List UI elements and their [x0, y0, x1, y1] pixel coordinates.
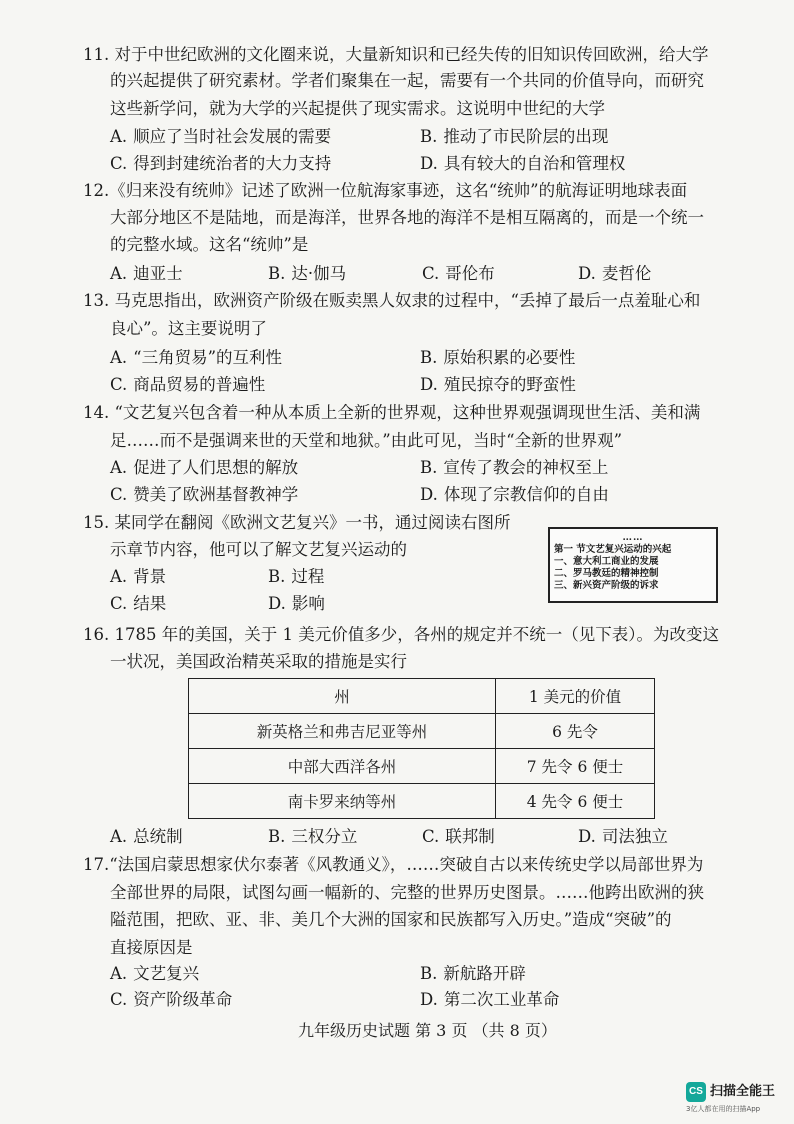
figure-ellipsis: ……: [622, 532, 644, 543]
q16-stem-line: 16. 1785 年的美国，关于 1 美元价值多少，各州的规定并不统一（见下表）。为改变这: [83, 625, 719, 644]
q17-option-c: C. 资产阶级革命: [110, 990, 233, 1009]
table-cell: 7 先令 6 便士: [496, 749, 655, 784]
q12-option-b: B. 达·伽马: [268, 264, 347, 283]
figure-item: 第一 节文艺复兴运动的兴起: [554, 544, 672, 555]
q15-option-b: B. 过程: [268, 567, 325, 586]
table-row: [189, 749, 655, 784]
q12-stem-line: 12.《归来没有统帅》记述了欧洲一位航海家事迹，这名“统帅”的航海证明地球表面: [83, 181, 688, 200]
table-row: [189, 784, 655, 819]
table-header-cell: 1 美元的价值: [496, 679, 655, 714]
figure-item: 一、意大利工商业的发展: [554, 556, 659, 567]
q17-option-d: D. 第二次工业革命: [420, 990, 560, 1009]
q12-stem-line: 的完整水域。这名“统帅”是: [110, 235, 309, 254]
table-row: [189, 714, 655, 749]
table-cell: 中部大西洋各州: [189, 749, 496, 784]
q14-stem-line: 足……而不是强调来世的天堂和地狱。”由此可见，当时“全新的世界观”: [110, 431, 623, 450]
q14-option-c: C. 赞美了欧洲基督教神学: [110, 485, 299, 504]
table-cell: 新英格兰和弗吉尼亚等州: [189, 714, 496, 749]
q12-option-a: A. 迪亚士: [110, 264, 183, 283]
watermark-tagline: 3亿人都在用的扫描App: [686, 1105, 761, 1113]
camscanner-logo-icon: CS: [686, 1082, 706, 1102]
figure-item: 二、罗马教廷的精神控制: [554, 568, 659, 579]
q16-option-c: C. 联邦制: [422, 827, 495, 846]
q16-stem-line: 一状况，美国政治精英采取的措施是实行: [110, 652, 407, 671]
q16-option-a: A. 总统制: [110, 827, 183, 846]
q12-option-c: C. 哥伦布: [422, 264, 495, 283]
q11-option-d: D. 具有较大的自治和管理权: [420, 154, 626, 173]
q11-stem-line: 这些新学问，就为大学的兴起提供了现实需求。这说明中世纪的大学: [110, 99, 605, 118]
q17-option-a: A. 文艺复兴: [110, 964, 200, 983]
q15-option-c: C. 结果: [110, 594, 167, 613]
page-footer: 九年级历史试题 第 3 页 （共 8 页）: [298, 1021, 557, 1040]
table-cell: 6 先令: [496, 714, 655, 749]
q12-stem-line: 大部分地区不是陆地，而是海洋，世界各地的海洋不是相互隔离的，而是一个统一: [110, 208, 704, 227]
q13-stem-line: 良心”。这主要说明了: [110, 319, 267, 338]
q13-option-a: A. “三角贸易”的互利性: [110, 348, 283, 367]
q14-option-b: B. 宣传了教会的神权至上: [420, 458, 609, 477]
q13-stem-line: 13. 马克思指出，欧洲资产阶级在贩卖黑人奴隶的过程中，“丢掉了最后一点羞耻心和: [83, 291, 701, 310]
chapter-outline-figure: [548, 527, 718, 603]
q14-option-d: D. 体现了宗教信仰的自由: [420, 485, 609, 504]
q13-option-d: D. 殖民掠夺的野蛮性: [420, 375, 576, 394]
q14-stem-line: 14. “文艺复兴包含着一种从本质上全新的世界观，这种世界观强调现世生活、美和满: [83, 403, 701, 422]
q17-stem-line: 全部世界的局限，试图勾画一幅新的、完整的世界历史图景。……他跨出欧洲的狭: [110, 883, 704, 902]
q17-stem-line: 17.“法国启蒙思想家伏尔泰著《风教通义》，……突破自古以来传统史学以局部世界为: [83, 855, 704, 874]
figure-item: 三、新兴资产阶级的诉求: [554, 580, 659, 591]
q11-stem-line: 的兴起提供了研究素材。学者们聚集在一起，需要有一个共同的价值导向，而研究: [110, 71, 704, 90]
watermark-app-name: 扫描全能王: [710, 1084, 776, 1099]
table-cell: 4 先令 6 便士: [496, 784, 655, 819]
q17-option-b: B. 新航路开辟: [420, 964, 526, 983]
q15-stem-line: 示章节内容，他可以了解文艺复兴运动的: [110, 540, 407, 559]
q11-option-c: C. 得到封建统治者的大力支持: [110, 154, 332, 173]
q17-stem-line: 隘范围，把欧、亚、非、美几个大洲的国家和民族都写入历史。”造成“突破”的: [110, 910, 672, 929]
table-header-row: [189, 679, 655, 714]
scanner-watermark: [686, 1080, 786, 1116]
q16-option-b: B. 三权分立: [268, 827, 358, 846]
q14-option-a: A. 促进了人们思想的解放: [110, 458, 299, 477]
dollar-value-table: [188, 678, 655, 819]
q12-option-d: D. 麦哲伦: [578, 264, 652, 283]
q11-stem-line: 11. 对于中世纪欧洲的文化圈来说，大量新知识和已经失传的旧知识传回欧洲，给大学: [83, 45, 709, 64]
q11-option-a: A. 顺应了当时社会发展的需要: [110, 127, 332, 146]
table-header-cell: 州: [189, 679, 496, 714]
q11-option-b: B. 推动了市民阶层的出现: [420, 127, 609, 146]
q16-option-d: D. 司法独立: [578, 827, 668, 846]
table-cell: 南卡罗来纳等州: [189, 784, 496, 819]
q13-option-c: C. 商品贸易的普遍性: [110, 375, 266, 394]
q15-option-a: A. 背景: [110, 567, 167, 586]
q17-stem-line: 直接原因是: [110, 938, 193, 957]
q15-stem-line: 15. 某同学在翻阅《欧洲文艺复兴》一书，通过阅读右图所: [83, 513, 511, 532]
q13-option-b: B. 原始积累的必要性: [420, 348, 576, 367]
q15-option-d: D. 影响: [268, 594, 325, 613]
